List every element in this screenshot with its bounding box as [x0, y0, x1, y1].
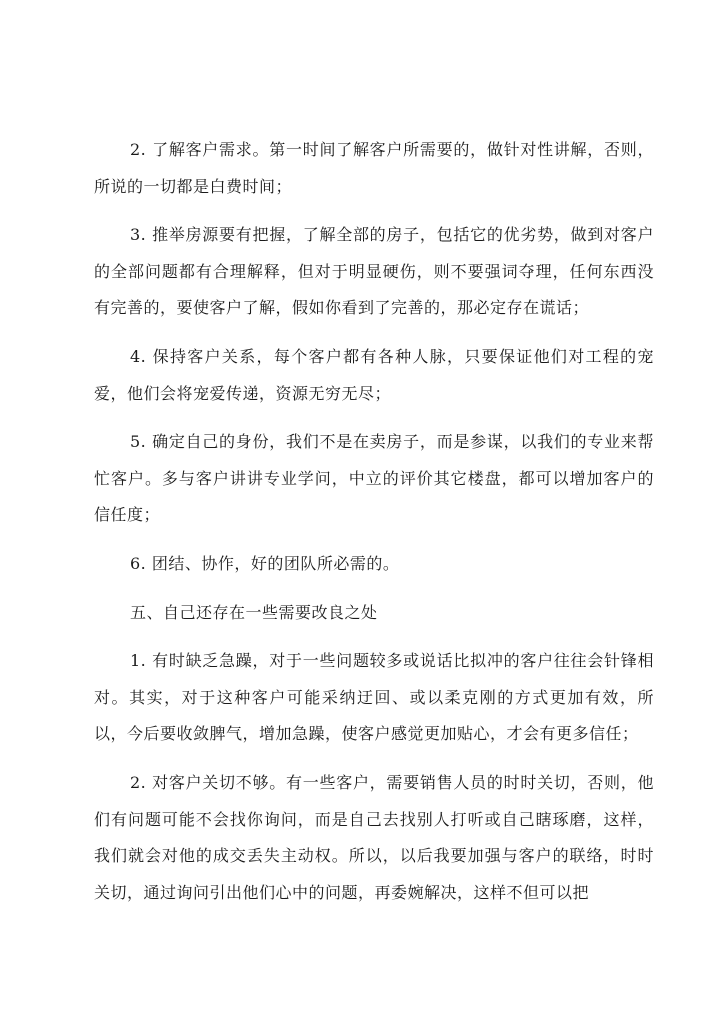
- paragraph-relations: 4. 保持客户关系，每个客户都有各种人脉，只要保证他们对工程的宠爱，他们会将宠爱传递，资源无穷无尽；: [94, 346, 654, 403]
- section-heading-improvements: 五、自己还存在一些需要改良之处: [130, 602, 378, 622]
- paragraph-need: 2. 了解客户需求。第一时间了解客户所需要的，做针对性讲解，否则，所说的一切都是白费时间；: [94, 140, 654, 196]
- document-body: [94, 132, 654, 923]
- paragraph-listings: 3. 推举房源要有把握，了解全部的房子，包括它的优劣势，做到对客户的全部问题都有合理解释，但对于明显硬伤，则不要强词夺理，任何东西没有完善的，要使客户了解，假如你看到了完善的，那必定存在谎话；: [94, 225, 654, 318]
- paragraph-care: 2. 对客户关切不够。有一些客户，需要销售人员的时时关切，否则，他们有问题可能不会找你询问，而是自己去找别人打听或自己瞎琢磨，这样，我们就会对他的成交丢失主动权。所以，以后我要加强与客户的联络，时时关切，通过询问引出他们心中的问题，再委婉解决，这样不但可以把: [94, 772, 654, 902]
- paragraph-teamwork: 6. 团结、协作，好的团队所必需的。: [130, 553, 400, 573]
- paragraph-impatience: 1. 有时缺乏急躁，对于一些问题较多或说话比拟冲的客户往往会针锋相对。其实，对于这种客户可能采纳迂回、或以柔克刚的方式更加有效，所以，今后要收敛脾气，增加急躁，使客户感觉更加贴心，才会有更多信任；: [94, 651, 654, 744]
- paragraph-identity: 5. 确定自己的身份，我们不是在卖房子，而是参谋，以我们的专业来帮忙客户。多与客户讲讲专业学问，中立的评价其它楼盘，都可以增加客户的信任度；: [94, 432, 654, 525]
